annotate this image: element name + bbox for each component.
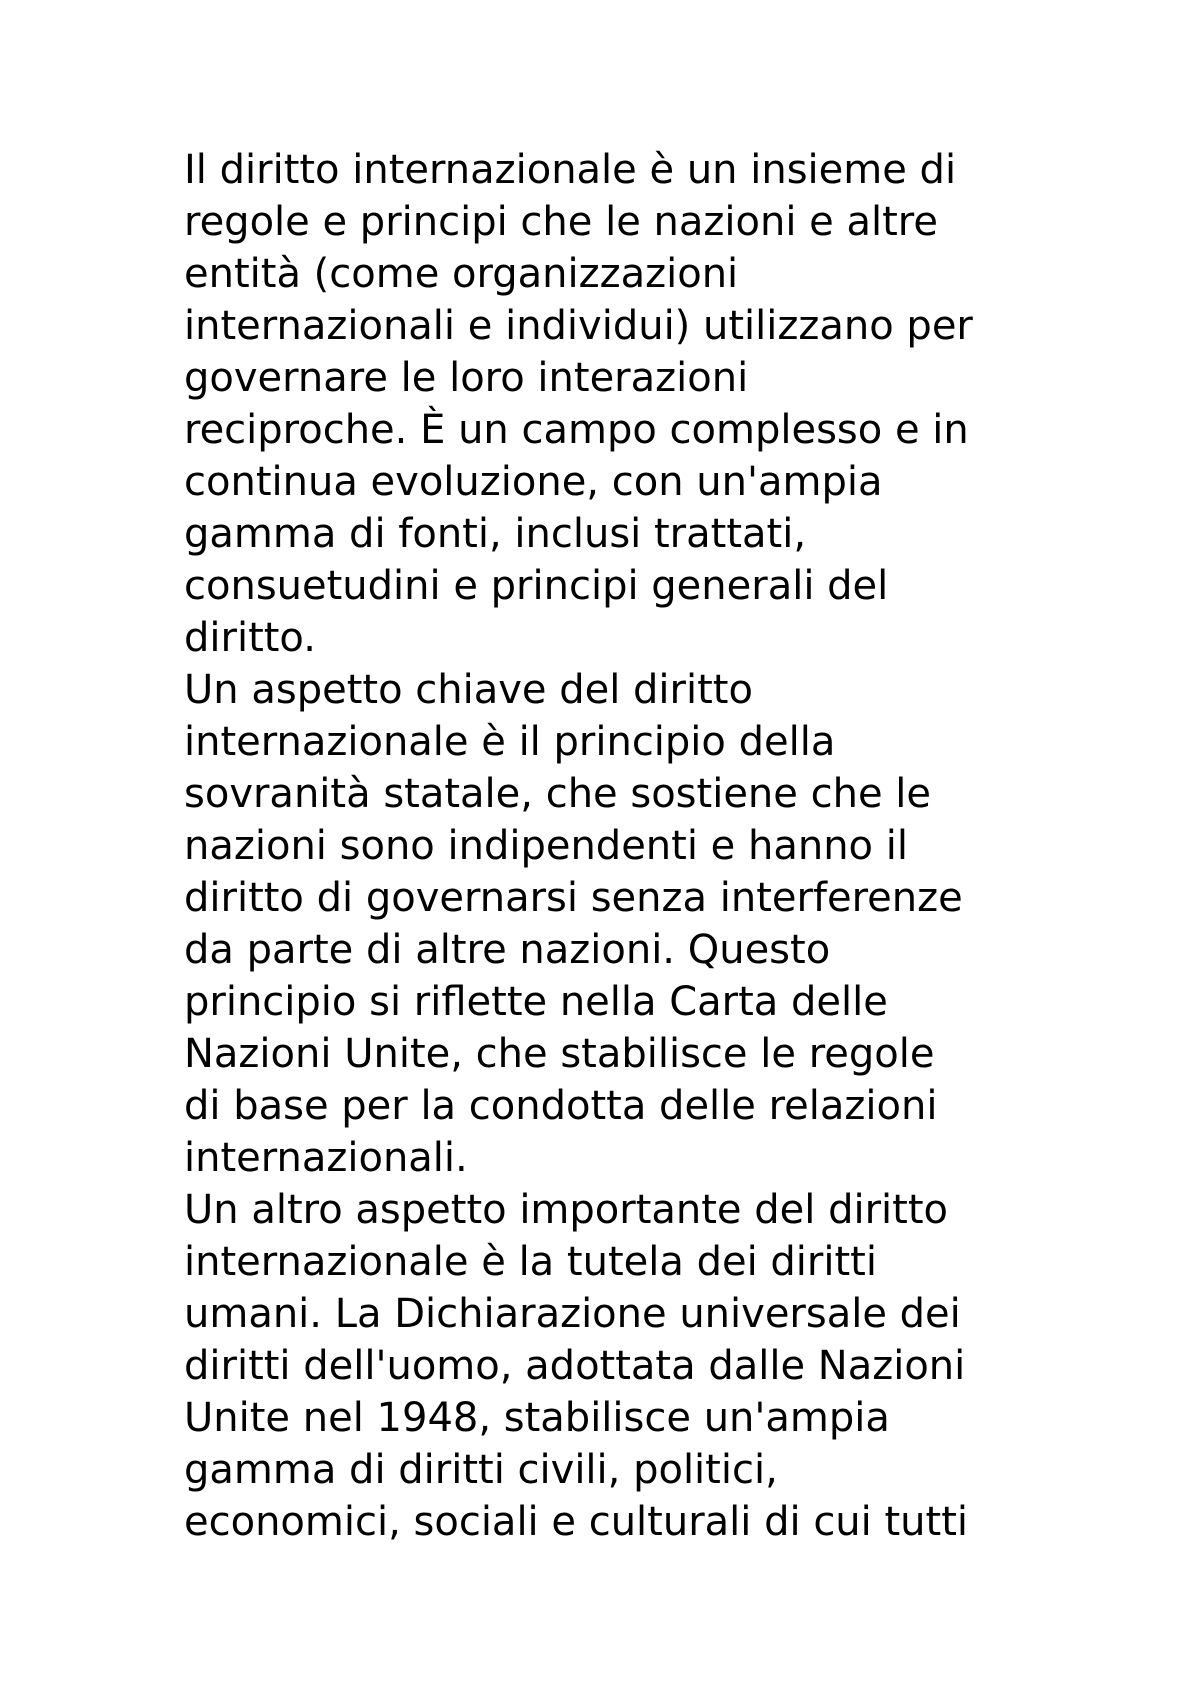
- text-line: Un aspetto chiave del diritto: [184, 667, 753, 713]
- text-line: principio si riflette nella Carta delle: [184, 979, 888, 1025]
- text-line: diritto.: [184, 615, 316, 661]
- text-line: internazionali.: [184, 1135, 468, 1181]
- text-line: continua evoluzione, con un'ampia: [184, 459, 883, 505]
- text-line: regole e principi che le nazioni e altre: [184, 199, 938, 245]
- text-line: entità (come organizzazioni: [184, 251, 739, 297]
- paragraph-3: [184, 1184, 1064, 1548]
- text-line: Il diritto internazionale è un insieme di: [184, 147, 957, 193]
- text-line: governare le loro interazioni: [184, 355, 749, 401]
- text-line: consuetudini e principi generali del: [184, 563, 889, 609]
- text-line: internazionale è il principio della: [184, 719, 836, 765]
- document-body: [184, 144, 1064, 1548]
- text-line: internazionali e individui) utilizzano per: [184, 303, 973, 349]
- text-line: di base per la condotta delle relazioni: [184, 1083, 938, 1129]
- text-line: economici, sociali e culturali di cui tutti: [184, 1499, 969, 1545]
- text-line: da parte di altre nazioni. Questo: [184, 927, 831, 973]
- text-line: diritto di governarsi senza interferenze: [184, 875, 963, 921]
- text-line: Un altro aspetto importante del diritto: [184, 1187, 948, 1233]
- text-line: internazionale è la tutela dei diritti: [184, 1239, 877, 1285]
- paragraph-2: [184, 664, 1064, 1184]
- paragraph-1: [184, 144, 1064, 664]
- text-line: diritti dell'uomo, adottata dalle Nazioni: [184, 1343, 966, 1389]
- text-line: Unite nel 1948, stabilisce un'ampia: [184, 1395, 890, 1441]
- text-line: umani. La Dichiarazione universale dei: [184, 1291, 961, 1337]
- text-line: sovranità statale, che sostiene che le: [184, 771, 931, 817]
- text-line: gamma di diritti civili, politici,: [184, 1447, 778, 1493]
- text-line: reciproche. È un campo complesso e in: [184, 407, 969, 453]
- text-line: nazioni sono indipendenti e hanno il: [184, 823, 908, 869]
- text-line: gamma di fonti, inclusi trattati,: [184, 511, 807, 557]
- text-line: Nazioni Unite, che stabilisce le regole: [184, 1031, 935, 1077]
